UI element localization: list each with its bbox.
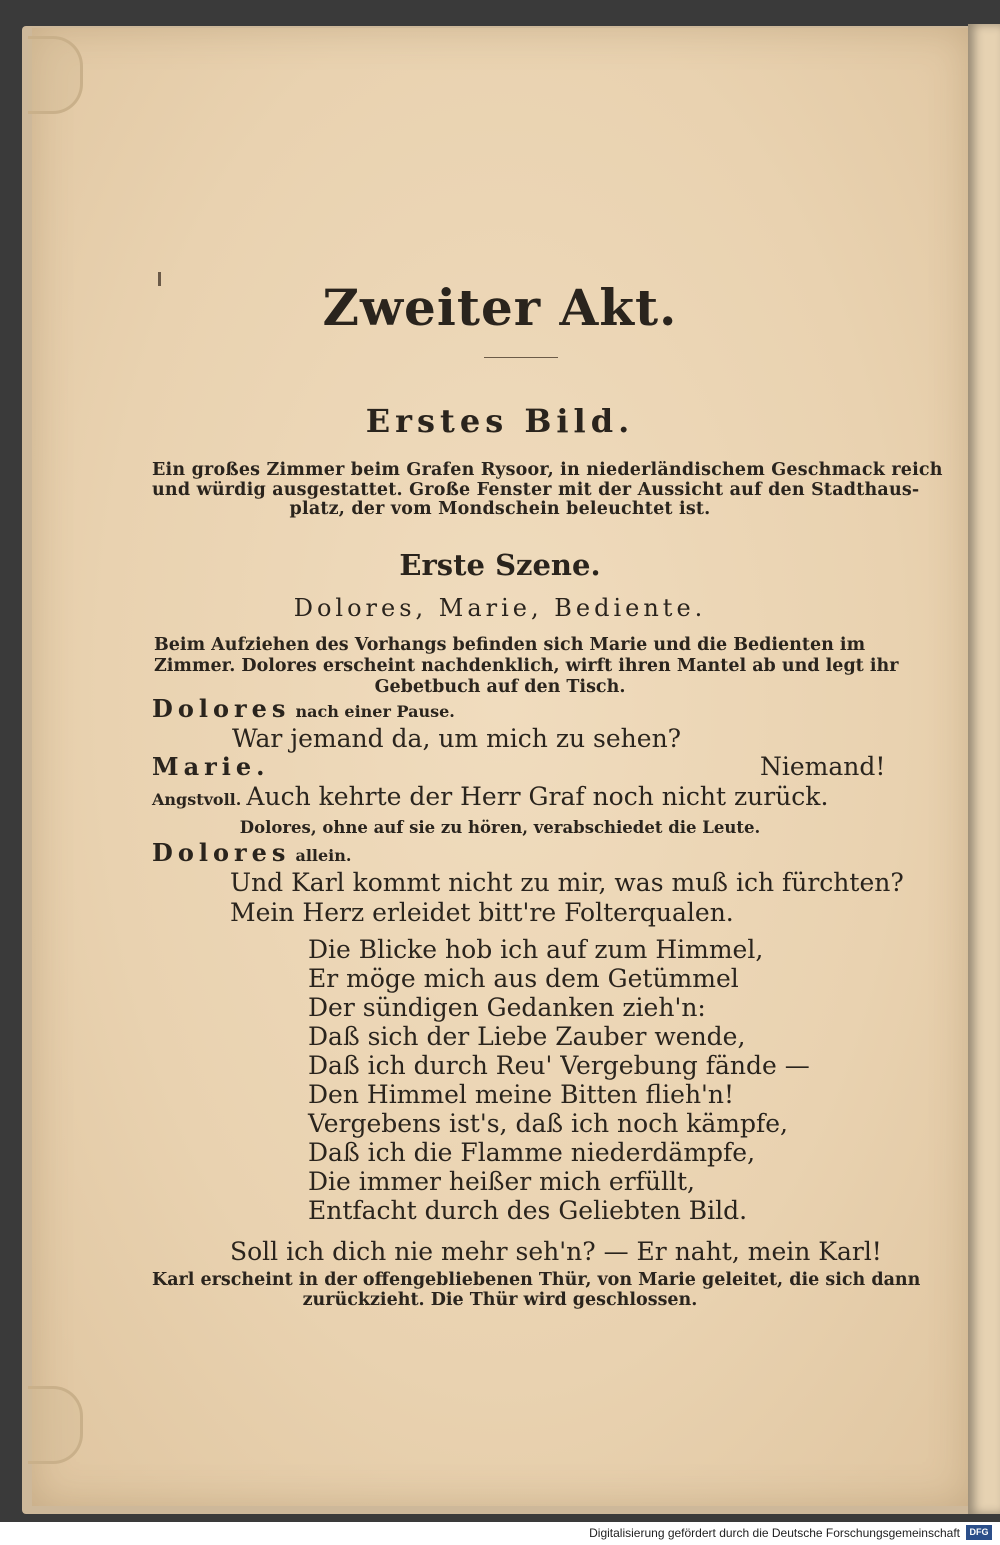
picture-title: Erstes Bild. [365,402,635,440]
speaker-name: Dolores [152,694,291,723]
dialogue-line: Mein Herz erleidet bitt're Folterqualen. [230,898,734,927]
verse-line: Daß ich die Flamme niederdämpfe, [308,1138,756,1167]
dialogue-line: Und Karl kommt nicht zu mir, was muß ich fürchten? [230,868,904,897]
verse-line: Daß sich der Liebe Zauber wende, [308,1022,746,1051]
stage-direction-line: Zimmer. Dolores erscheint nachdenklich, wirft ihren Mantel ab und legt ihr [154,656,899,676]
stage-direction-line: Gebetbuch auf den Tisch. [374,677,626,697]
verse-line: Er möge mich aus dem Getümmel [308,964,739,993]
stage-direction-line: Karl erscheint in der offengebliebenen Thür, von Marie geleitet, die sich dann [152,1270,921,1290]
verse-line: Den Himmel meine Bitten flieh'n! [308,1080,735,1109]
scene-title: Erste Szene. [399,548,601,582]
stage-direction-line: Dolores, ohne auf sie zu hören, verabschiedet die Leute. [239,818,761,837]
dialogue-line: Soll ich dich nie mehr seh'n? — Er naht, mein Karl! [230,1237,882,1266]
speaker-name: Dolores [152,838,291,867]
setting-line: platz, der vom Mondschein beleuchtet ist. [289,499,711,519]
dfg-logo: DFG [966,1525,992,1540]
dialogue-line: Niemand! [760,752,886,781]
speaker-line [152,694,455,723]
speaker-direction: allein. [295,846,352,865]
verse-line: Daß ich durch Reu' Vergebung fände — [308,1051,810,1080]
verse-line: Entfacht durch des Geliebten Bild. [308,1196,748,1225]
verse-line: Die Blicke hob ich auf zum Himmel, [308,935,764,964]
verse-line: Vergebens ist's, daß ich noch kämpfe, [308,1109,789,1138]
funding-notice: Digitalisierung gefördert durch die Deutsche Forschungsgemeinschaft [589,1526,960,1540]
title-rule [484,357,558,358]
dialogue-line: Auch kehrte der Herr Graf noch nicht zurück. [246,782,829,811]
speaker-name: Marie. [152,752,270,781]
verse-line: Der sündigen Gedanken zieh'n: [308,993,706,1022]
speaker-direction: Angstvoll. [152,790,242,809]
speaker-direction: nach einer Pause. [295,702,455,721]
act-title: Zweiter Akt. [322,278,678,337]
dialogue-line: War jemand da, um mich zu sehen? [232,724,682,753]
verse-line: Die immer heißer mich erfüllt, [308,1167,695,1196]
stage-direction-line: Beim Aufziehen des Vorhangs befinden sich Marie und die Bedienten im [154,635,866,655]
dialogue-row [152,782,828,811]
speaker-line [152,838,351,867]
cast-list: Dolores, Marie, Bediente. [293,594,707,622]
setting-line: und würdig ausgestattet. Große Fenster mit der Aussicht auf den Stadthaus- [152,480,920,500]
setting-line: Ein großes Zimmer beim Grafen Rysoor, in niederländischem Geschmack reich [152,460,943,480]
stage-direction-line: zurückzieht. Die Thür wird geschlossen. [302,1290,698,1310]
